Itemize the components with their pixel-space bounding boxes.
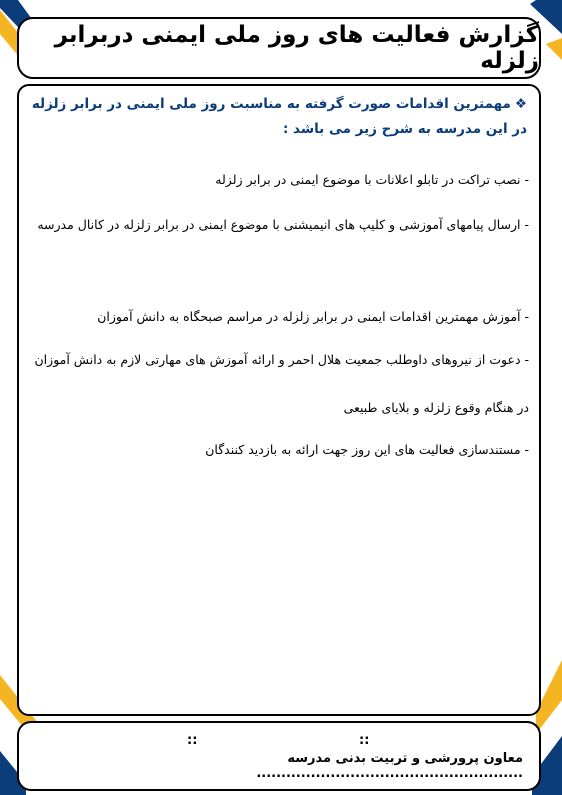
list-item: - ارسال پیامهای آموزشی و کلیپ های انیمیشنی با موضوع ایمنی در برابر زلزله در کانال مدرسه <box>37 217 529 232</box>
list-item: - نصب تراکت در تابلو اعلانات با موضوع ایمنی در برابر زلزله <box>215 172 529 187</box>
title-box <box>17 17 541 79</box>
list-item: - مستندسازی فعالیت های این روز جهت ارائه به بازدید کنندگان <box>205 442 529 457</box>
placeholder-dots-left: :: <box>187 733 198 748</box>
list-item: - آموزش مهمترین اقدامات ایمنی در برابر زلزله در مراسم صبحگاه به دانش آموزان <box>97 309 529 324</box>
intro-paragraph <box>31 92 527 142</box>
signature-line: معاون پرورشی و تربیت بدنی مدرسه ...................................................... <box>256 751 523 781</box>
intro-text: مهمترین اقدامات صورت گرفته به مناسبت روز ملی ایمنی در برابر زلزله در این مدرسه به شرح زیر می باشد : <box>31 96 527 137</box>
signature-box <box>17 721 541 791</box>
placeholder-dots-right: :: <box>359 733 370 748</box>
diamond-bullet-icon: ❖ <box>514 96 527 112</box>
page-title: گزارش فعالیت های روز ملی ایمنی دربرابر زلزله <box>54 22 539 74</box>
list-item: - دعوت از نیروهای داوطلب جمعیت هلال احمر و ارائه آموزش های مهارتی لازم به دانش آموزان در هنگام وقوع زلزله و بلایای طبیعی <box>34 352 529 415</box>
report-content-box <box>17 84 541 716</box>
